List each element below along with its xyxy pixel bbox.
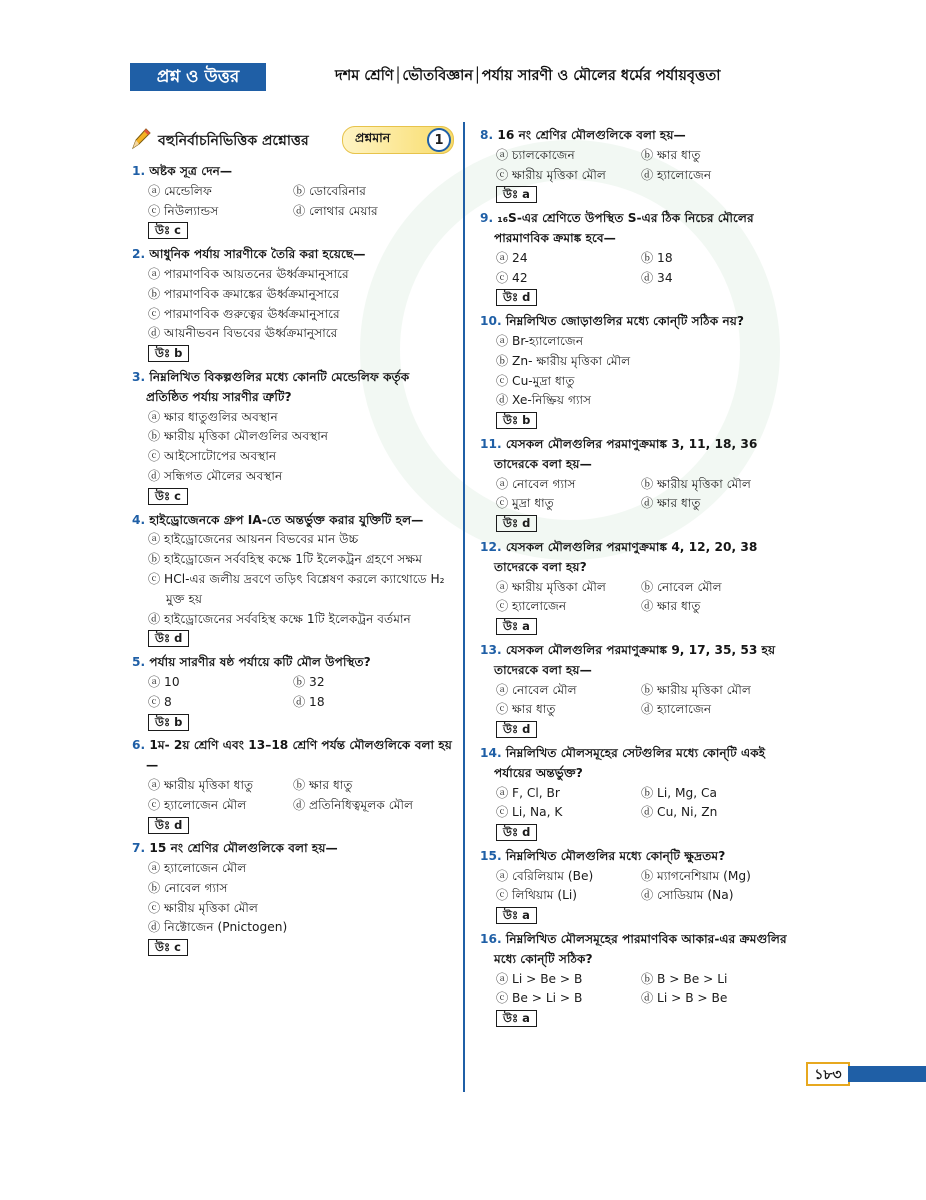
answer-option: ⓐ Li > Be > B bbox=[496, 971, 583, 986]
question-text bbox=[480, 435, 798, 475]
question-stem: নিম্নলিখিত মৌলগুলির মধ্যে কোন্‌টি ক্ষুদ্রতম? bbox=[505, 848, 726, 863]
question-text bbox=[480, 209, 798, 249]
question-item bbox=[480, 641, 798, 740]
option-list bbox=[132, 776, 454, 816]
question-text bbox=[132, 511, 454, 531]
answer-option: ⓓ সোডিয়াম (Na) bbox=[641, 888, 734, 903]
question-stem: হাইড্রোজেনকে গ্রুপ IA-তে অন্তর্ভুক্ত করার যুক্তিটি হল— bbox=[149, 512, 424, 527]
answer-option: ⓑ নোবেল গ্যাস bbox=[148, 880, 228, 895]
answer-option: ⓓ হাইড্রোজেনের সর্ববহিস্থ কক্ষে 1টি ইলেকট্রন বর্তমান bbox=[148, 611, 411, 626]
answer-option: ⓑ নোবেল মৌল bbox=[641, 579, 722, 594]
option-list bbox=[480, 249, 798, 289]
answer-option: ⓓ Xe-নিষ্ক্রিয় গ্যাস bbox=[496, 393, 592, 408]
answer-option: ⓓ Cu, Ni, Zn bbox=[641, 805, 718, 820]
answer-option: ⓑ পারমাণবিক ক্রমাঙ্কের ঊর্ধ্বক্রমানুসারে bbox=[148, 286, 340, 301]
question-number: 16. bbox=[480, 932, 502, 947]
question-stem: 16 নং শ্রেণির মৌলগুলিকে বলা হয়— bbox=[497, 128, 686, 142]
question-text bbox=[132, 839, 454, 859]
answer-option: ⓓ লোথার মেয়ার bbox=[293, 203, 378, 218]
question-number: 10. bbox=[480, 314, 502, 329]
question-number: 15. bbox=[480, 848, 502, 863]
question-item bbox=[132, 162, 454, 241]
question-stem: 1ম- 2য় শ্রেণি এবং 13–18 শ্রেণি পর্যন্ত মৌলগুলিকে বলা হয়— bbox=[146, 738, 452, 773]
answer-box: উঃ a bbox=[496, 618, 537, 635]
question-stem: নিম্নলিখিত বিকল্পগুলির মধ্যে কোনটি মেন্ডেলিফ কর্তৃক প্রতিষ্ঠিত পর্যায় সারণীর ত্রুটি? bbox=[146, 369, 410, 404]
question-number: 14. bbox=[480, 745, 502, 760]
question-item bbox=[480, 847, 798, 926]
option-list bbox=[132, 182, 454, 222]
question-stem: নিম্নলিখিত মৌলসমূহের সেটগুলির মধ্যে কোন্‌টি একই পর্যায়ের অন্তর্ভুক্ত? bbox=[494, 745, 766, 780]
answer-box: উঃ b bbox=[148, 345, 189, 362]
question-number: 11. bbox=[480, 436, 502, 451]
answer-option: ⓒ ক্ষারীয় মৃত্তিকা মৌল bbox=[496, 167, 606, 182]
answer-option: ⓒ নিউল্যান্ডস bbox=[148, 203, 219, 218]
answer-option: ⓐ Br-হ্যালোজেন bbox=[496, 333, 584, 348]
answer-option: ⓐ বেরিলিয়াম (Be) bbox=[496, 868, 594, 883]
answer-option: ⓑ হাইড্রোজেন সর্ববহিস্থ কক্ষে 1টি ইলেকট্রন গ্রহণে সক্ষম bbox=[148, 552, 423, 567]
question-marks-label: প্রশ্নমান bbox=[355, 130, 391, 145]
answer-option: ⓒ পারমাণবিক গুরুত্বের ঊর্ধ্বক্রমানুসারে bbox=[148, 306, 340, 321]
answer-option: ⓑ ক্ষারীয় মৃত্তিকা মৌলগুলির অবস্থান bbox=[148, 429, 329, 444]
answer-option: ⓒ Cu-মুদ্রা ধাতু bbox=[496, 373, 575, 388]
question-stem: অষ্টক সূত্র দেন— bbox=[149, 164, 233, 178]
answer-option: ⓒ আইসোটোপের অবস্থান bbox=[148, 449, 277, 464]
question-number: 5. bbox=[132, 655, 146, 670]
option-list bbox=[132, 530, 454, 629]
answer-box: উঃ d bbox=[148, 817, 189, 834]
answer-option: ⓑ Li, Mg, Ca bbox=[641, 785, 717, 800]
question-stem: ₁₆S-এর শ্রেণিতে উপস্থিত S-এর ঠিক নিচের মৌলের পারমাণবিক ক্রমাঙ্ক হবে— bbox=[494, 211, 754, 245]
question-text bbox=[480, 930, 798, 970]
answer-option: ⓓ Li > B > Be bbox=[641, 991, 728, 1006]
answer-option: ⓒ 42 bbox=[496, 270, 528, 285]
question-item bbox=[480, 126, 798, 205]
option-list bbox=[480, 146, 798, 186]
option-list bbox=[480, 578, 798, 618]
question-item bbox=[132, 245, 454, 364]
section-title: বহুনির্বাচনিভিত্তিক প্রশ্নোত্তর bbox=[158, 133, 309, 149]
answer-box: উঃ b bbox=[148, 714, 189, 731]
option-list bbox=[480, 867, 798, 907]
question-number: 7. bbox=[132, 841, 146, 856]
answer-option: ⓐ ক্ষার ধাতুগুলির অবস্থান bbox=[148, 409, 278, 424]
page-title: দশম শ্রেণি│ভৌতবিজ্ঞান│পর্যায় সারণী ও মৌলের ধর্মের পর্যায়বৃত্ততা bbox=[335, 68, 721, 84]
answer-box: উঃ d bbox=[496, 824, 537, 841]
answer-option: ⓐ 10 bbox=[148, 674, 180, 689]
option-list bbox=[480, 784, 798, 824]
answer-option: ⓑ ডোবেরিনার bbox=[293, 183, 366, 198]
option-list bbox=[132, 408, 454, 487]
answer-box: উঃ d bbox=[496, 289, 537, 306]
question-item bbox=[480, 744, 798, 843]
question-number: 13. bbox=[480, 642, 502, 657]
answer-option: ⓓ হ্যালোজেন bbox=[641, 702, 712, 717]
answer-option: ⓑ B > Be > Li bbox=[641, 971, 728, 986]
question-text bbox=[480, 538, 798, 578]
answer-option: ⓓ সন্ধিগত মৌলের অবস্থান bbox=[148, 468, 283, 483]
question-text bbox=[132, 653, 454, 673]
question-item bbox=[480, 930, 798, 1029]
question-number: 9. bbox=[480, 211, 494, 226]
question-text bbox=[132, 245, 454, 265]
answer-box: উঃ c bbox=[148, 222, 188, 239]
answer-option: ⓓ ক্ষার ধাতু bbox=[641, 599, 701, 614]
question-number: 6. bbox=[132, 738, 146, 753]
question-item bbox=[480, 538, 798, 637]
answer-option: ⓒ 8 bbox=[148, 694, 172, 709]
answer-box: উঃ a bbox=[496, 1010, 537, 1027]
answer-option: ⓑ ক্ষার ধাতু bbox=[641, 147, 701, 162]
answer-option: ⓑ ক্ষারীয় মৃত্তিকা মৌল bbox=[641, 476, 751, 491]
question-item bbox=[480, 435, 798, 534]
answer-option: ⓐ 24 bbox=[496, 250, 528, 265]
answer-option: ⓐ চ্যালকোজেন bbox=[496, 147, 575, 162]
page-number-bar bbox=[848, 1066, 926, 1082]
answer-option: ⓑ Zn- ক্ষারীয় মৃত্তিকা মৌল bbox=[496, 353, 631, 368]
answer-option: ⓑ ম্যাগনেশিয়াম (Mg) bbox=[641, 868, 751, 883]
question-item bbox=[480, 312, 798, 431]
left-column bbox=[132, 162, 454, 962]
question-stem: আধুনিক পর্যায় সারণীকে তৈরি করা হয়েছে— bbox=[149, 247, 366, 262]
question-text bbox=[480, 126, 798, 146]
answer-option: ⓒ লিথিয়াম (Li) bbox=[496, 888, 578, 903]
question-stem: 15 নং শ্রেণির মৌলগুলিকে বলা হয়— bbox=[149, 841, 338, 856]
answer-option: ⓐ ক্ষারীয় মৃত্তিকা মৌল bbox=[496, 579, 606, 594]
question-marks-value: 1 bbox=[427, 128, 451, 152]
option-list bbox=[480, 970, 798, 1010]
question-stem: যেসকল মৌলগুলির পরমাণুক্রমাঙ্ক 4, 12, 20, 38 তাদেরকে বলা হয়? bbox=[494, 539, 758, 574]
answer-option: ⓓ ক্ষার ধাতু bbox=[641, 496, 701, 511]
question-item bbox=[132, 511, 454, 650]
question-item bbox=[480, 209, 798, 308]
question-number: 3. bbox=[132, 369, 146, 384]
answer-option: ⓒ Be > Li > B bbox=[496, 991, 583, 1006]
answer-option: ⓓ হ্যালোজেন bbox=[641, 167, 712, 182]
answer-box: উঃ a bbox=[496, 907, 537, 924]
question-number: 2. bbox=[132, 247, 146, 262]
question-item bbox=[132, 736, 454, 835]
question-text bbox=[480, 744, 798, 784]
answer-option: ⓓ নিক্টোজেন (Pnictogen) bbox=[148, 920, 288, 935]
question-number: 8. bbox=[480, 128, 494, 142]
answer-box: উঃ d bbox=[148, 630, 189, 647]
answer-option: ⓐ নোবেল মৌল bbox=[496, 682, 577, 697]
answer-box: উঃ a bbox=[496, 186, 537, 203]
answer-box: উঃ b bbox=[496, 412, 537, 429]
question-stem: পর্যায় সারণীর ষষ্ঠ পর্যায়ে কটি মৌল উপস্থিত? bbox=[149, 655, 371, 670]
answer-box: উঃ d bbox=[496, 721, 537, 738]
question-item bbox=[132, 653, 454, 732]
question-text bbox=[132, 736, 454, 776]
answer-option: ⓐ ক্ষারীয় মৃত্তিকা ধাতু bbox=[148, 777, 254, 792]
answer-option: ⓐ মেন্ডেলিফ bbox=[148, 183, 212, 198]
question-number: 12. bbox=[480, 539, 502, 554]
question-marks-pill bbox=[342, 126, 454, 154]
answer-box: উঃ c bbox=[148, 939, 188, 956]
question-item bbox=[132, 368, 454, 507]
answer-option: ⓓ 18 bbox=[293, 694, 325, 709]
option-list bbox=[132, 673, 454, 713]
question-item bbox=[132, 839, 454, 958]
answer-option: ⓒ হ্যালোজেন bbox=[496, 599, 567, 614]
column-divider bbox=[463, 122, 465, 1092]
option-list bbox=[480, 681, 798, 721]
answer-option: ⓒ ক্ষারীয় মৃত্তিকা মৌল bbox=[148, 900, 258, 915]
answer-option: ⓐ নোবেল গ্যাস bbox=[496, 476, 576, 491]
option-list bbox=[132, 859, 454, 938]
question-text bbox=[480, 641, 798, 681]
answer-option: ⓐ পারমাণবিক আয়তনের ঊর্ধ্বক্রমানুসারে bbox=[148, 266, 349, 281]
answer-option: ⓑ 32 bbox=[293, 674, 325, 689]
question-stem: যেসকল মৌলগুলির পরমাণুক্রমাঙ্ক 3, 11, 18, 36 তাদেরকে বলা হয়— bbox=[494, 436, 758, 471]
answer-option: ⓒ হ্যালোজেন মৌল bbox=[148, 797, 247, 812]
question-text bbox=[480, 847, 798, 867]
answer-option: ⓑ ক্ষারীয় মৃত্তিকা মৌল bbox=[641, 682, 751, 697]
answer-option: ⓑ ক্ষার ধাতু bbox=[293, 777, 353, 792]
answer-option: ⓑ 18 bbox=[641, 250, 673, 265]
question-stem: নিম্নলিখিত মৌলসমূহের পারমাণবিক আকার-এর ক্রমগুলির মধ্যে কোন্‌টি সঠিক? bbox=[494, 932, 787, 966]
question-number: 1. bbox=[132, 164, 146, 178]
answer-option: ⓓ আয়নীভবন বিভবের ঊর্ধ্বক্রমানুসারে bbox=[148, 326, 338, 341]
answer-option: ⓒ ক্ষার ধাতু bbox=[496, 702, 556, 717]
right-column bbox=[480, 126, 798, 1033]
section-header bbox=[130, 126, 455, 154]
option-list bbox=[480, 475, 798, 515]
page-number: ১৮৩ bbox=[806, 1062, 850, 1086]
pencil-icon bbox=[130, 126, 152, 152]
answer-option: ⓒ মুদ্রা ধাতু bbox=[496, 496, 554, 511]
question-stem: নিম্নলিখিত জোড়াগুলির মধ্যে কোন্‌টি সঠিক নয়? bbox=[505, 314, 744, 329]
question-stem: যেসকল মৌলগুলির পরমাণুক্রমাঙ্ক 9, 17, 35, 53 হয় তাদেরকে বলা হয়— bbox=[494, 642, 776, 677]
question-text bbox=[480, 312, 798, 332]
answer-option: ⓒ HCl-এর জলীয় দ্রবণে তড়িৎ বিশ্লেষণ করলে ক্যাথোডে H₂ মুক্ত হয় bbox=[148, 571, 445, 606]
answer-option: ⓐ হাইড্রোজেনের আয়নন বিভবের মান উচ্চ bbox=[148, 532, 359, 547]
option-list bbox=[132, 265, 454, 344]
question-number: 4. bbox=[132, 512, 146, 527]
answer-option: ⓓ 34 bbox=[641, 270, 673, 285]
answer-option: ⓐ F, Cl, Br bbox=[496, 785, 560, 800]
answer-option: ⓒ Li, Na, K bbox=[496, 805, 563, 820]
section-badge: প্রশ্ন ও উত্তর bbox=[130, 63, 266, 91]
answer-option: ⓓ প্রতিনিধিত্বমূলক মৌল bbox=[293, 797, 414, 812]
option-list bbox=[480, 332, 798, 411]
answer-box: উঃ d bbox=[496, 515, 537, 532]
answer-option: ⓐ হ্যালোজেন মৌল bbox=[148, 861, 247, 876]
question-text bbox=[132, 162, 454, 182]
answer-box: উঃ c bbox=[148, 488, 188, 505]
question-text bbox=[132, 368, 454, 408]
